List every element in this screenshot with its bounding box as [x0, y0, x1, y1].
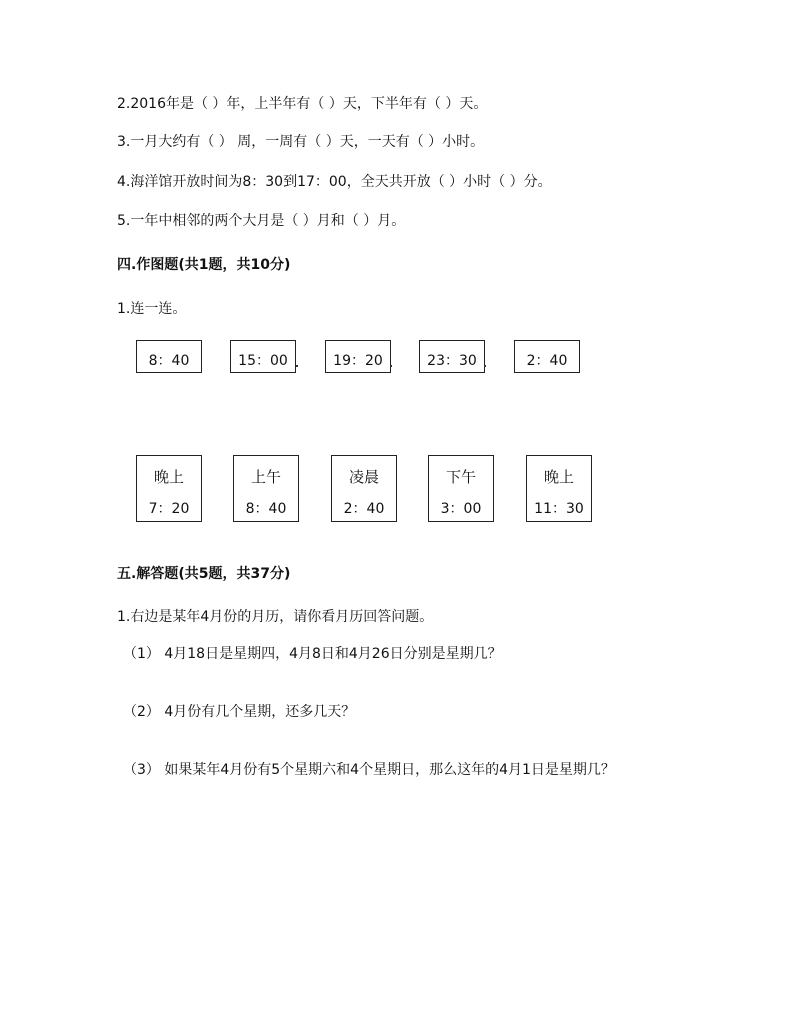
time-label: 7：20 — [148, 501, 190, 517]
top-time-label: 8：40 — [148, 353, 190, 369]
bottom-time-card[interactable] — [526, 455, 592, 522]
top-time-label: 15：00 — [238, 353, 288, 369]
question-2-text: 2.2016年是（ ）年，上半年有（ ）天，下半年有（ ）天。 — [117, 96, 488, 112]
sub-question-3: （3） 如果某年4月份有5个星期六和4个星期日，那么这年的4月1日是星期几？ — [123, 762, 615, 778]
question-5-text: 5.一年中相邻的两个大月是（ ）月和（ ）月。 — [117, 213, 406, 229]
question-3-text: 3.一月大约有（ ） 周，一周有（ ）天，一天有（ ）小时。 — [117, 134, 485, 150]
top-time-label: 23：30 — [427, 353, 477, 369]
time-label: 8：40 — [245, 501, 287, 517]
bottom-time-card[interactable] — [428, 455, 494, 522]
period-label: 晚上 — [543, 468, 574, 486]
connector-dot — [390, 365, 392, 367]
period-label: 晚上 — [153, 468, 184, 486]
section-5-question: 1.右边是某年4月份的月历，请你看月历回答问题。 — [117, 609, 434, 625]
top-time-label: 2：40 — [526, 353, 568, 369]
connector-dot — [484, 365, 486, 367]
bottom-time-card[interactable] — [331, 455, 397, 522]
bottom-time-card[interactable] — [233, 455, 299, 522]
top-time-box[interactable] — [514, 340, 580, 373]
time-label: 2：40 — [343, 501, 385, 517]
bottom-time-card[interactable] — [136, 455, 202, 522]
section-4-heading: 四.作图题(共1题，共10分) — [117, 257, 291, 273]
sub-question-2: （2） 4月份有几个星期，还多几天？ — [123, 704, 356, 720]
period-label: 凌晨 — [348, 468, 379, 486]
question-4-text: 4.海洋馆开放时间为8：30到17：00，全天共开放（ ）小时（ ）分。 — [117, 174, 552, 190]
period-label: 下午 — [445, 468, 476, 486]
section-5-heading: 五.解答题(共5题，共37分) — [117, 566, 291, 582]
top-time-box[interactable] — [325, 340, 391, 373]
top-time-box[interactable] — [230, 340, 296, 373]
time-label: 11：30 — [534, 501, 584, 517]
period-label: 上午 — [250, 468, 281, 486]
section-4-question: 1.连一连。 — [117, 301, 187, 317]
sub-question-1: （1） 4月18日是星期四，4月8日和4月26日分别是星期几？ — [123, 646, 502, 662]
top-time-label: 19：20 — [333, 353, 383, 369]
top-time-box[interactable] — [136, 340, 202, 373]
top-time-box[interactable] — [419, 340, 485, 373]
time-label: 3：00 — [440, 501, 482, 517]
connector-dot — [296, 365, 298, 367]
